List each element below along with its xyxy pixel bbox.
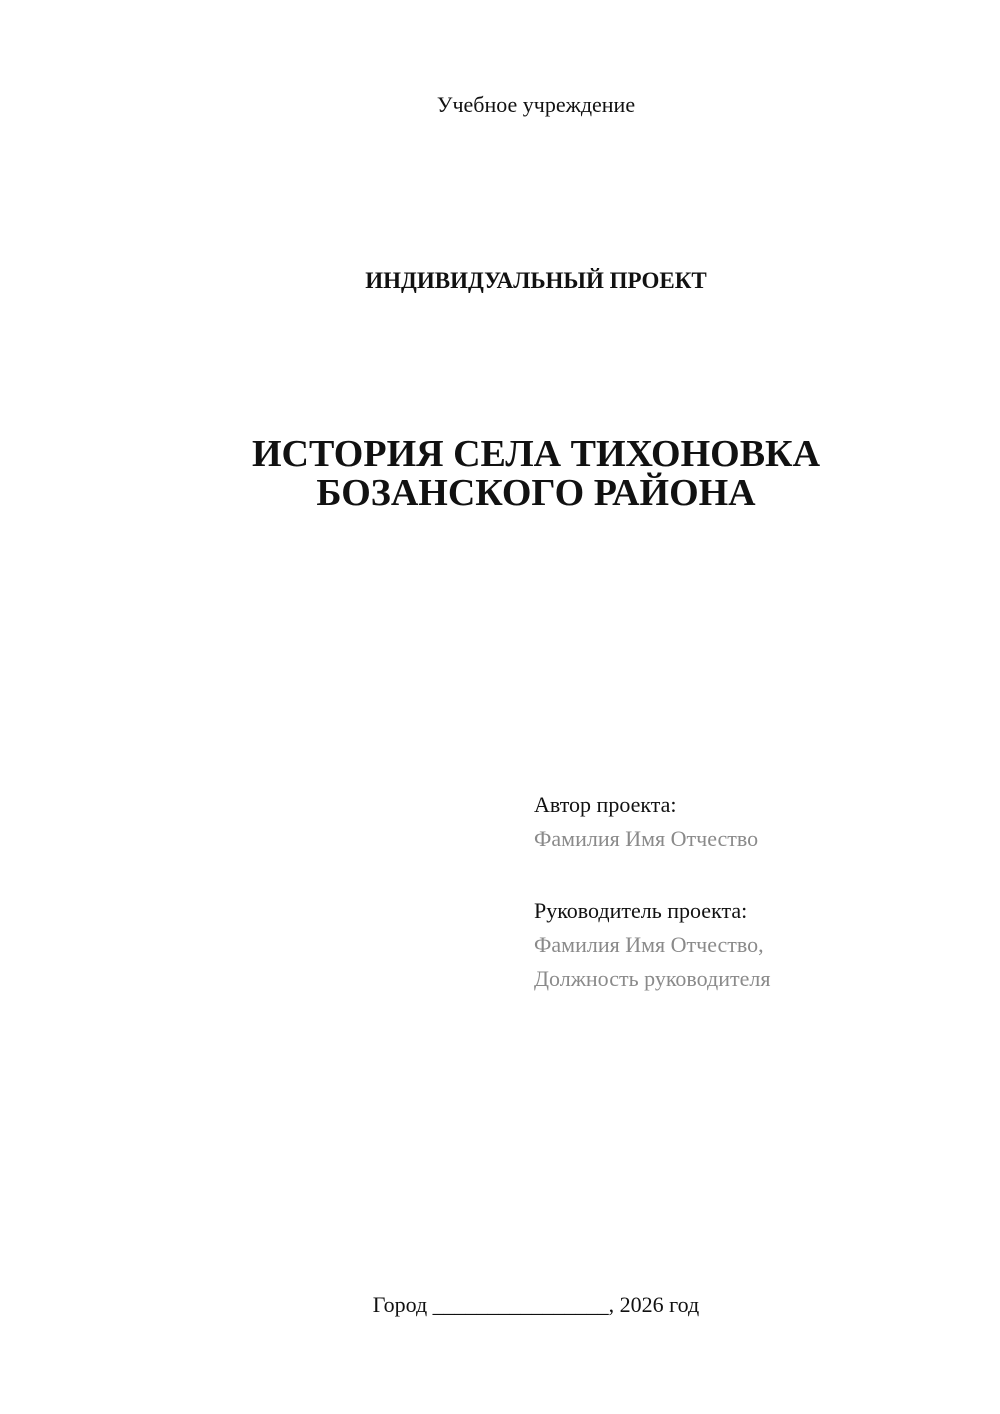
- supervisor-label: Руководитель проекта:: [534, 898, 748, 923]
- author-label: Автор проекта:: [534, 792, 677, 817]
- project-type-heading: ИНДИВИДУАЛЬНЫЙ ПРОЕКТ: [365, 268, 707, 293]
- author-name: Фамилия Имя Отчество: [534, 826, 759, 851]
- supervisor-position: Должность руководителя: [534, 966, 771, 991]
- city-year-footer: Город ________________, 2026 год: [372, 1292, 700, 1317]
- institution-name: Учебное учреждение: [436, 92, 636, 117]
- project-title: [0, 435, 1000, 513]
- author-info-block: [534, 788, 974, 996]
- supervisor-name: Фамилия Имя Отчество,: [534, 932, 764, 957]
- project-title-line-2: БОЗАНСКОГО РАЙОНА: [316, 472, 756, 514]
- project-title-line-1: ИСТОРИЯ СЕЛА ТИХОНОВКА: [251, 433, 821, 475]
- spacer: [534, 856, 974, 894]
